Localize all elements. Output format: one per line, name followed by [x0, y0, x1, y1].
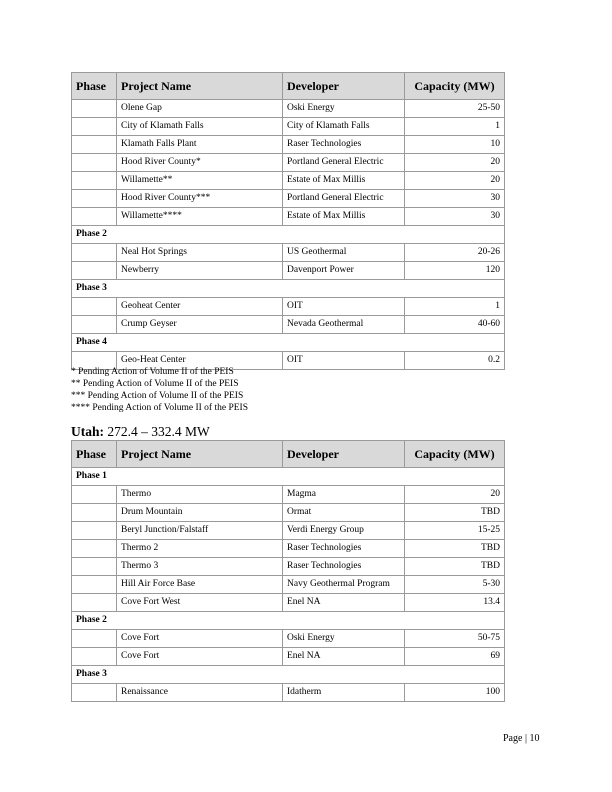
developer-cell: Verdi Energy Group: [283, 522, 405, 540]
project-cell: Geo-Heat Center: [117, 352, 283, 370]
phase-row: [72, 226, 505, 244]
project-cell: Thermo 3: [117, 558, 283, 576]
capacity-cell: 5-30: [405, 576, 505, 594]
capacity-cell: TBD: [405, 540, 505, 558]
capacity-cell: 100: [405, 684, 505, 702]
capacity-cell: 20: [405, 486, 505, 504]
header-capacity: Capacity (MW): [405, 73, 505, 100]
phase-row: [72, 612, 505, 630]
phase-cell: [72, 244, 117, 262]
developer-cell: Davenport Power: [283, 262, 405, 280]
project-cell: Beryl Junction/Falstaff: [117, 522, 283, 540]
project-cell: Newberry: [117, 262, 283, 280]
table-row: [72, 244, 505, 262]
developer-cell: Navy Geothermal Program: [283, 576, 405, 594]
phase-cell: [72, 154, 117, 172]
developer-cell: Oski Energy: [283, 100, 405, 118]
phase-2-label: Phase 2: [72, 612, 505, 630]
phase-cell: [72, 316, 117, 334]
utah-capacity-range: 272.4 – 332.4 MW: [104, 424, 210, 439]
phase-cell: [72, 648, 117, 666]
table-header-row: [72, 73, 505, 100]
header-project-name: Project Name: [117, 441, 283, 468]
page-number: Page | 10: [503, 733, 540, 744]
developer-cell: Magma: [283, 486, 405, 504]
table-row: [72, 298, 505, 316]
table-header-row: [72, 441, 505, 468]
capacity-cell: 50-75: [405, 630, 505, 648]
phase-cell: [72, 208, 117, 226]
utah-heading: [71, 424, 210, 440]
header-phase: Phase: [72, 73, 117, 100]
project-cell: Crump Geyser: [117, 316, 283, 334]
phase-row: [72, 334, 505, 352]
project-cell: Klamath Falls Plant: [117, 136, 283, 154]
project-cell: Olene Gap: [117, 100, 283, 118]
table-row: [72, 630, 505, 648]
project-cell: Geoheat Center: [117, 298, 283, 316]
phase-cell: [72, 136, 117, 154]
table-row: [72, 486, 505, 504]
footnote: **** Pending Action of Volume II of the PEIS: [71, 403, 248, 413]
table-row: [72, 100, 505, 118]
project-cell: Cove Fort: [117, 648, 283, 666]
developer-cell: Enel NA: [283, 594, 405, 612]
footnote: * Pending Action of Volume II of the PEIS: [71, 367, 234, 377]
phase-cell: [72, 262, 117, 280]
table-row: [72, 262, 505, 280]
table-row: [72, 118, 505, 136]
capacity-cell: 1: [405, 298, 505, 316]
capacity-cell: 20: [405, 172, 505, 190]
header-project-name: Project Name: [117, 73, 283, 100]
project-cell: Cove Fort West: [117, 594, 283, 612]
developer-cell: Estate of Max Millis: [283, 172, 405, 190]
capacity-cell: 13.4: [405, 594, 505, 612]
developer-cell: Enel NA: [283, 648, 405, 666]
project-cell: City of Klamath Falls: [117, 118, 283, 136]
capacity-cell: 20: [405, 154, 505, 172]
footnote: ** Pending Action of Volume II of the PEIS: [71, 379, 239, 389]
footnote: *** Pending Action of Volume II of the PEIS: [71, 391, 244, 401]
project-cell: Willamette**: [117, 172, 283, 190]
capacity-cell: 20-26: [405, 244, 505, 262]
phase-2-label: Phase 2: [72, 226, 505, 244]
phase-cell: [72, 576, 117, 594]
table-row: [72, 648, 505, 666]
developer-cell: OIT: [283, 298, 405, 316]
developer-cell: City of Klamath Falls: [283, 118, 405, 136]
project-cell: Neal Hot Springs: [117, 244, 283, 262]
developer-cell: Estate of Max Millis: [283, 208, 405, 226]
phase-cell: [72, 486, 117, 504]
phase-cell: [72, 594, 117, 612]
phase-cell: [72, 558, 117, 576]
header-developer: Developer: [283, 73, 405, 100]
table-row: [72, 208, 505, 226]
capacity-cell: 120: [405, 262, 505, 280]
capacity-cell: 1: [405, 118, 505, 136]
capacity-cell: 40-60: [405, 316, 505, 334]
header-phase: Phase: [72, 441, 117, 468]
table-row: [72, 594, 505, 612]
phase-cell: [72, 540, 117, 558]
table-row: [72, 576, 505, 594]
phase-cell: [72, 190, 117, 208]
capacity-cell: 30: [405, 190, 505, 208]
table-row: [72, 540, 505, 558]
table-row: [72, 684, 505, 702]
header-developer: Developer: [283, 441, 405, 468]
phase-cell: [72, 630, 117, 648]
project-cell: Willamette****: [117, 208, 283, 226]
phase-1-label: Phase 1: [72, 468, 505, 486]
project-cell: Drum Mountain: [117, 504, 283, 522]
phase-cell: [72, 100, 117, 118]
developer-cell: Oski Energy: [283, 630, 405, 648]
phase-row: [72, 468, 505, 486]
table-row: [72, 316, 505, 334]
table-row: [72, 504, 505, 522]
table-row: [72, 154, 505, 172]
project-cell: Hood River County***: [117, 190, 283, 208]
table-row: [72, 522, 505, 540]
project-cell: Hood River County*: [117, 154, 283, 172]
developer-cell: US Geothermal: [283, 244, 405, 262]
developer-cell: Idatherm: [283, 684, 405, 702]
developer-cell: OIT: [283, 352, 405, 370]
developer-cell: Ormat: [283, 504, 405, 522]
phase-row: [72, 280, 505, 298]
header-capacity: Capacity (MW): [405, 441, 505, 468]
developer-cell: Raser Technologies: [283, 136, 405, 154]
developer-cell: Raser Technologies: [283, 540, 405, 558]
utah-state-label: Utah:: [71, 424, 104, 439]
utah-projects-table: [71, 440, 505, 702]
table-row: [72, 172, 505, 190]
phase-3-label: Phase 3: [72, 666, 505, 684]
phase-cell: [72, 684, 117, 702]
project-cell: Thermo 2: [117, 540, 283, 558]
capacity-cell: TBD: [405, 504, 505, 522]
capacity-cell: 15-25: [405, 522, 505, 540]
phase-cell: [72, 118, 117, 136]
developer-cell: Portland General Electric: [283, 154, 405, 172]
phase-cell: [72, 522, 117, 540]
project-cell: Renaissance: [117, 684, 283, 702]
capacity-cell: 25-50: [405, 100, 505, 118]
phase-row: [72, 666, 505, 684]
developer-cell: Portland General Electric: [283, 190, 405, 208]
capacity-cell: 0.2: [405, 352, 505, 370]
capacity-cell: 10: [405, 136, 505, 154]
project-cell: Hill Air Force Base: [117, 576, 283, 594]
phase-cell: [72, 298, 117, 316]
project-cell: Cove Fort: [117, 630, 283, 648]
footnotes: [71, 366, 248, 414]
developer-cell: Raser Technologies: [283, 558, 405, 576]
table-row: [72, 558, 505, 576]
capacity-cell: 30: [405, 208, 505, 226]
phase-cell: [72, 172, 117, 190]
project-cell: Thermo: [117, 486, 283, 504]
oregon-projects-table: [71, 72, 505, 370]
phase-4-label: Phase 4: [72, 334, 505, 352]
table-row: [72, 136, 505, 154]
developer-cell: Nevada Geothermal: [283, 316, 405, 334]
capacity-cell: TBD: [405, 558, 505, 576]
table-row: [72, 190, 505, 208]
capacity-cell: 69: [405, 648, 505, 666]
phase-cell: [72, 504, 117, 522]
phase-3-label: Phase 3: [72, 280, 505, 298]
